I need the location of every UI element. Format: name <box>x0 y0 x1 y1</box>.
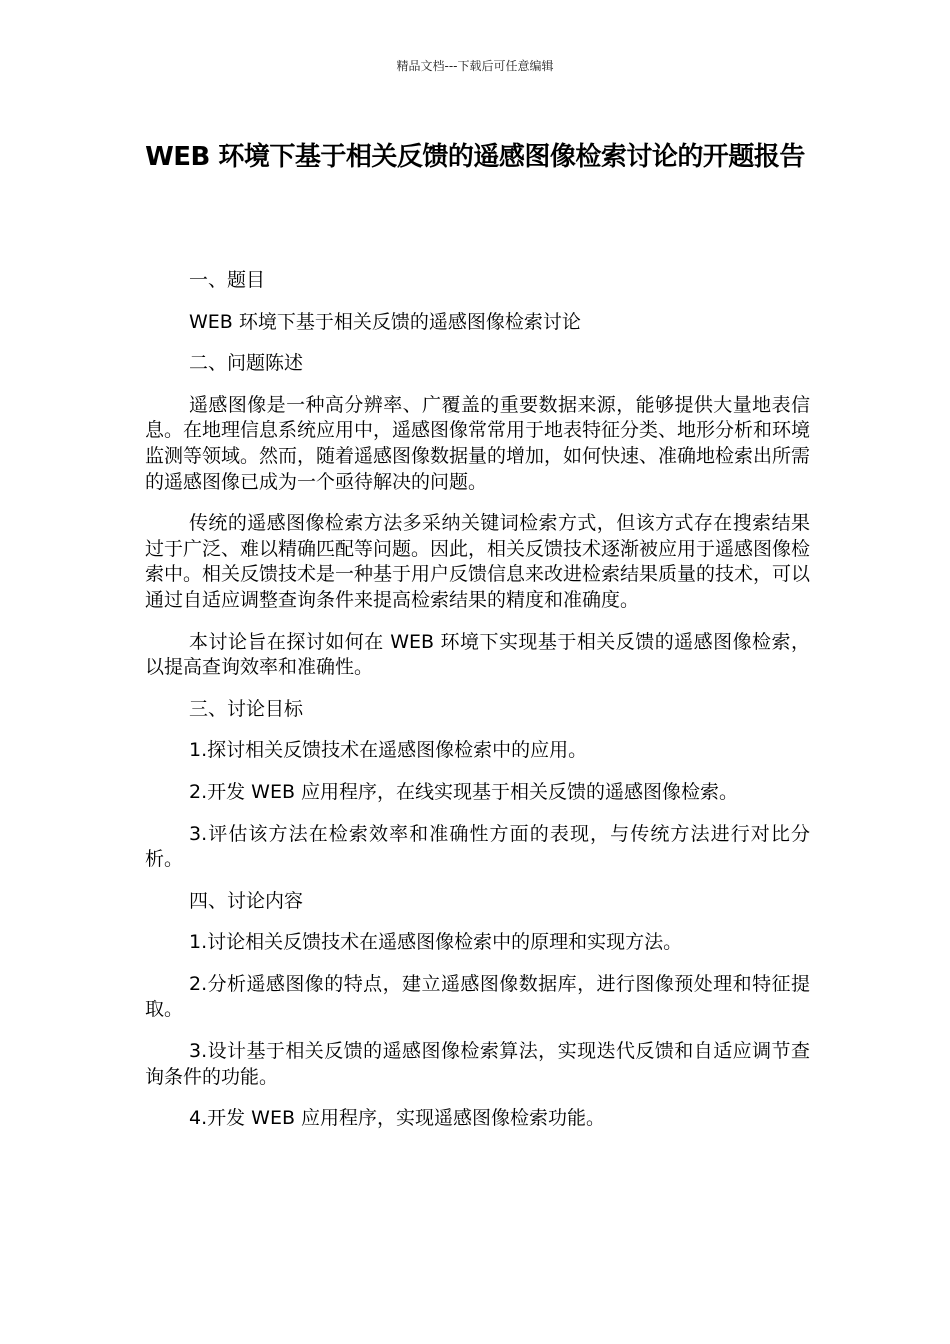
goal-item-3: 3.评估该方法在检索效率和准确性方面的表现，与传统方法进行对比分析。 <box>145 822 810 871</box>
section-heading-problem: 二、问题陈述 <box>189 352 304 375</box>
paragraph-problem-3: 本讨论旨在探讨如何在 WEB 环境下实现基于相关反馈的遥感图像检索，以提高查询效率和准确性。 <box>145 630 810 679</box>
goal-item-1: 1.探讨相关反馈技术在遥感图像检索中的应用。 <box>189 739 588 762</box>
section-heading-content: 四、讨论内容 <box>189 889 304 912</box>
section-heading-goals: 三、讨论目标 <box>189 697 304 720</box>
paragraph-problem-1: 遥感图像是一种高分辨率、广覆盖的重要数据来源，能够提供大量地表信息。在地理信息系统应用中，遥感图像常常用于地表特征分类、地形分析和环境监测等领域。然而，随着遥感图像数据量的增加，如何快速、准确地检索出所需的遥感图像已成为一个亟待解决的问题。 <box>145 393 811 493</box>
paragraph-topic: WEB 环境下基于相关反馈的遥感图像检索讨论 <box>189 310 581 333</box>
header-note: 精品文档---下载后可任意编辑 <box>396 59 554 73</box>
content-item-4: 4.开发 WEB 应用程序，实现遥感图像检索功能。 <box>189 1107 606 1130</box>
content-item-3: 3.设计基于相关反馈的遥感图像检索算法，实现迭代反馈和自适应调节查询条件的功能。 <box>145 1040 810 1088</box>
document-body <box>145 268 810 1148</box>
goal-item-2: 2.开发 WEB 应用程序，在线实现基于相关反馈的遥感图像检索。 <box>189 780 739 803</box>
paragraph-problem-2: 传统的遥感图像检索方法多采纳关键词检索方式，但该方式存在搜索结果过于广泛、难以精确匹配等问题。因此，相关反馈技术逐渐被应用于遥感图像检索中。相关反馈技术是一种基于用户反馈信息来改进检索结果质量的技术，可以通过自适应调整查询条件来提高检索结果的精度和准确度。 <box>145 512 811 611</box>
content-item-1: 1.讨论相关反馈技术在遥感图像检索中的原理和实现方法。 <box>189 931 683 954</box>
section-heading-topic: 一、题目 <box>189 269 266 291</box>
content-item-2: 2.分析遥感图像的特点，建立遥感图像数据库，进行图像预处理和特征提取。 <box>145 972 810 1021</box>
document-title: WEB 环境下基于相关反馈的遥感图像检索讨论的开题报告 <box>145 142 805 172</box>
